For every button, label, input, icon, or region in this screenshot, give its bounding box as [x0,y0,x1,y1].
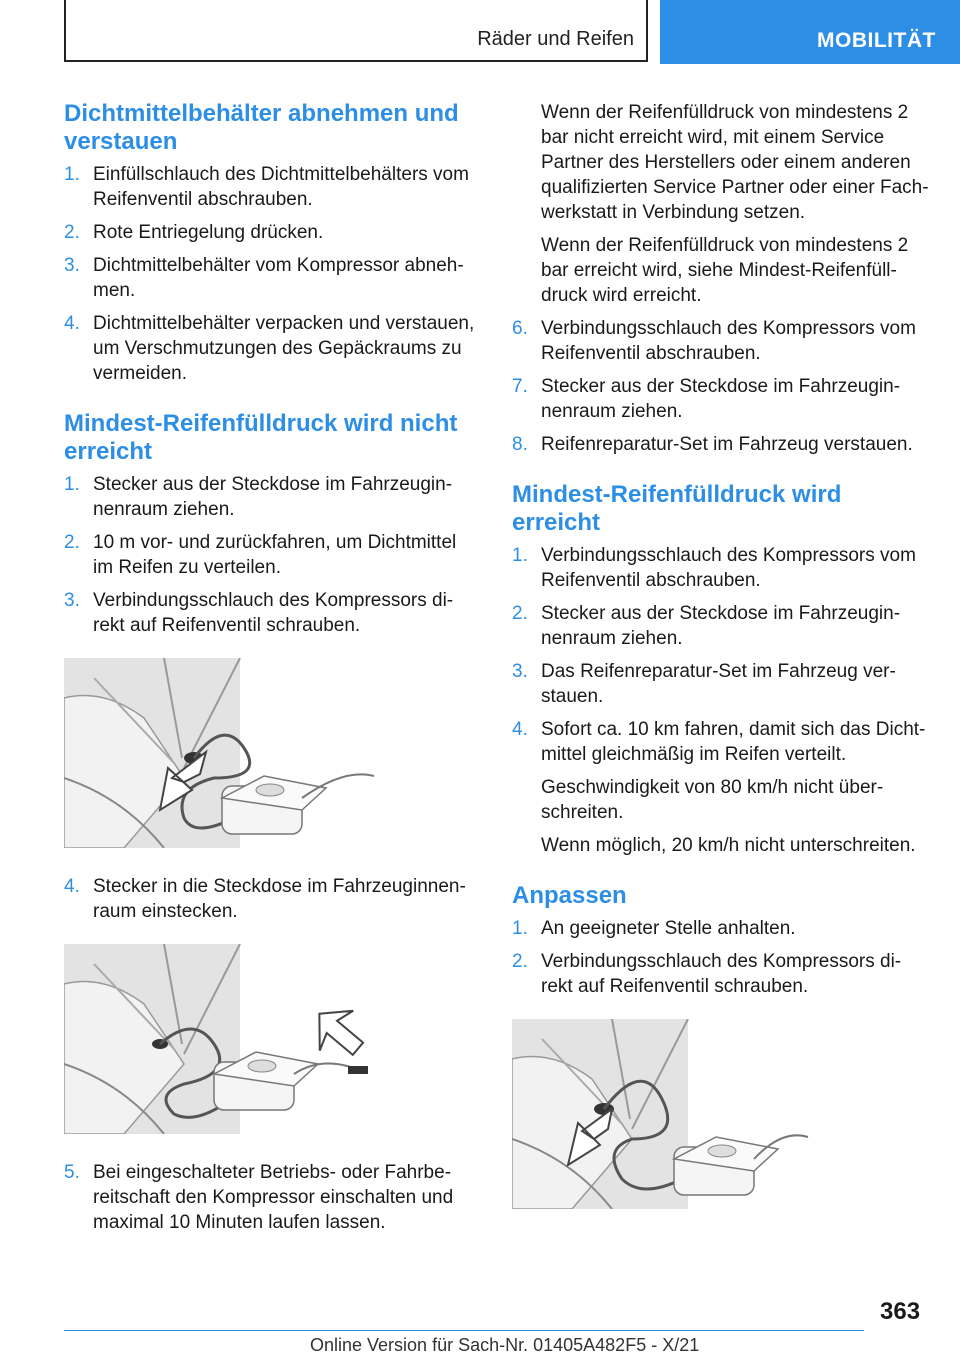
list-item: 2. Rote Entriegelung drücken. [64,222,324,243]
list-item: 1. An geeigneter Stelle anhalten. [512,918,796,939]
continuation-text: Wenn der Reifenfülldruck von mindestens 2 bar erreicht wird, siehe Mindest-Reifenfüll-druck wird erreicht. [541,235,909,306]
list-item: 2. Stecker aus der Steckdose im Fahrzeugin-nenraum ziehen. [512,603,901,649]
heading-erreicht: Mindest-Reifenfülldruck wird erreicht [512,481,842,536]
compressor-socket-illustration [64,944,384,1134]
left-column [64,100,476,1243]
heading-dichtmittel-abnehmen: Dichtmittelbehälter abnehmen und verstauen [64,100,459,155]
steps-anpassen [512,916,932,999]
list-item: 8. Reifenreparatur-Set im Fahrzeug verstauen. [512,434,913,455]
list-item: 4. Sofort ca. 10 km fahren, damit sich das Dicht-mittel gleichmäßig im Reifen verteilt. [512,719,926,765]
list-item: 1. Verbindungsschlauch des Kompressors vom Reifenventil abschrauben. [512,545,916,591]
steps-dichtmittel [64,162,476,386]
list-item: 5. Bei eingeschalteter Betriebs- oder Fahrbe-reitschaft den Kompressor einschalten und maximal 10 Minuten laufen lassen. [64,1162,454,1233]
list-item: 7. Stecker aus der Steckdose im Fahrzeugin-nenraum ziehen. [512,376,901,422]
compressor-valve-illustration [64,658,384,848]
list-item: 2. 10 m vor- und zurückfahren, um Dichtmittel im Reifen zu verteilen. [64,532,457,578]
list-item: 4. Stecker in die Steckdose im Fahrzeuginnen-raum einstecken. [64,876,466,922]
list-item: 1. Einfüllschlauch des Dichtmittelbehälters vom Reifenventil abschrauben. [64,164,469,210]
list-item: 1. Stecker aus der Steckdose im Fahrzeugin-nenraum ziehen. [64,474,453,520]
heading-nicht-erreicht: Mindest-Reifenfülldruck wird nicht erreicht [64,410,458,465]
steps-erreicht [512,543,932,767]
page-number: 363 [880,1298,921,1325]
footer-online-version: Online Version für Sach-Nr. 01405A482F5 - X/21 [310,1335,700,1355]
compressor-valve-illustration-2 [512,1019,812,1209]
list-item: 3. Verbindungsschlauch des Kompressors di-rekt auf Reifenventil schrauben. [64,590,454,636]
list-item: 2. Verbindungsschlauch des Kompressors di-rekt auf Reifenventil schrauben. [512,951,902,997]
steps-nicht-erreicht-end [512,316,932,457]
list-item: 4. Dichtmittelbehälter verpacken und verstauen, um Verschmutzungen des Gepäckraums zu vermeiden. [64,313,475,384]
steps-nicht-erreicht-cont2 [64,1160,476,1235]
list-item: 3. Das Reifenreparatur-Set im Fahrzeug ver-stauen. [512,661,896,707]
footer-divider [64,1330,864,1331]
heading-anpassen: Anpassen [512,882,627,909]
list-item: 6. Verbindungsschlauch des Kompressors vom Reifenventil abschrauben. [512,318,916,364]
right-column [512,100,932,1235]
chapter-tab: MOBILITÄT [660,0,960,64]
steps-nicht-erreicht-cont [64,874,476,924]
continuation-text: Wenn der Reifenfülldruck von mindestens 2 bar nicht erreicht wird, mit einem Service Partner des Herstellers oder einem anderen qualifizierten Service Partner oder einer Fach-werkstatt in Verbindung setzen. [541,102,929,223]
continuation-text: Wenn möglich, 20 km/h nicht unterschreiten. [541,835,916,856]
list-item: 3. Dichtmittelbehälter vom Kompressor abneh-men. [64,255,464,301]
steps-nicht-erreicht [64,472,476,638]
section-title: Räder und Reifen [477,28,634,50]
continuation-text: Geschwindigkeit von 80 km/h nicht über-schreiten. [541,777,884,823]
